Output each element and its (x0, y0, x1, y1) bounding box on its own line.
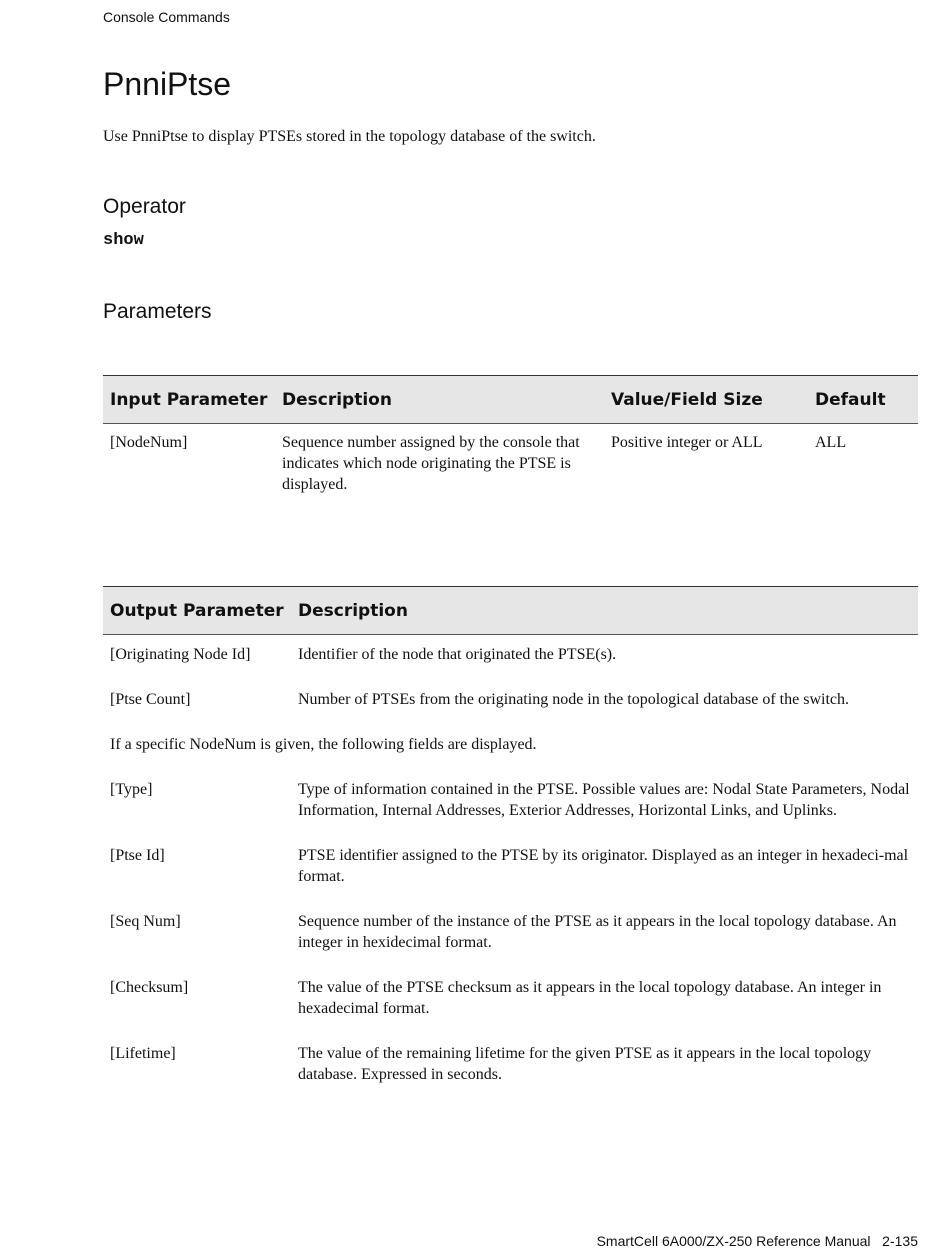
column-header: Value/Field Size (604, 376, 808, 424)
table-row (103, 635, 918, 666)
table-note: If a specific NodeNum is given, the following fields are displayed. (110, 736, 537, 753)
input-parameter-table (103, 375, 918, 495)
column-header: Description (275, 376, 604, 424)
table-header-row (103, 376, 918, 424)
table-row (103, 424, 918, 496)
table-header-row (103, 587, 918, 635)
parameter-name: [Type] (110, 781, 153, 798)
running-header: Console Commands (103, 9, 230, 25)
column-header: Input Parameter (103, 376, 275, 424)
parameter-value-size: Positive integer or ALL (611, 434, 763, 451)
parameter-name: [Originating Node Id] (110, 646, 251, 663)
operator-heading: Operator (103, 195, 186, 218)
output-parameter-table (103, 586, 918, 1085)
parameter-name: [Ptse Count] (110, 691, 191, 708)
parameter-description: PTSE identifier assigned to the PTSE by its originator. Displayed as an integer in hexadeci-mal format. (298, 847, 909, 885)
parameter-name: [Lifetime] (110, 1045, 176, 1062)
parameter-description: Sequence number of the instance of the PTSE as it appears in the local topology database. An integer in hexidecimal format. (298, 913, 897, 951)
table-row (103, 821, 918, 887)
parameter-description: Number of PTSEs from the originating node in the topological database of the switch. (298, 691, 849, 708)
parameter-description: Sequence number assigned by the console that indicates which node originating the PTSE is displayed. (282, 434, 580, 493)
column-header: Output Parameter (103, 587, 291, 635)
parameter-description: The value of the PTSE checksum as it appears in the local topology database. An integer in hexadecimal format. (298, 979, 882, 1017)
table-row (103, 755, 918, 821)
intro-text: Use PnniPtse to display PTSEs stored in the topology database of the switch. (103, 128, 596, 145)
parameter-name: [NodeNum] (110, 434, 188, 451)
parameter-description: Identifier of the node that originated the PTSE(s). (298, 646, 617, 663)
table-row (103, 1019, 918, 1085)
table-row (103, 953, 918, 1019)
column-header: Description (291, 587, 918, 635)
parameter-default: ALL (815, 434, 847, 451)
parameter-description: The value of the remaining lifetime for the given PTSE as it appears in the local topology database. Expressed in seconds. (298, 1045, 872, 1083)
operator-value: show (103, 231, 144, 250)
page-footer: SmartCell 6A000/ZX-250 Reference Manual 2-135 (596, 1233, 918, 1249)
parameter-name: [Ptse Id] (110, 847, 165, 864)
parameters-heading: Parameters (103, 300, 212, 323)
page-title: PnniPtse (103, 66, 232, 102)
table-row (103, 887, 918, 953)
table-note-row (103, 710, 918, 755)
parameter-name: [Checksum] (110, 979, 189, 996)
parameter-name: [Seq Num] (110, 913, 181, 930)
column-header: Default (808, 376, 918, 424)
table-row (103, 665, 918, 710)
parameter-description: Type of information contained in the PTSE. Possible values are: Nodal State Parameters, Nodal Information, Internal Addresses, Exterior Addresses, Horizontal Links, and Uplinks. (298, 781, 910, 819)
